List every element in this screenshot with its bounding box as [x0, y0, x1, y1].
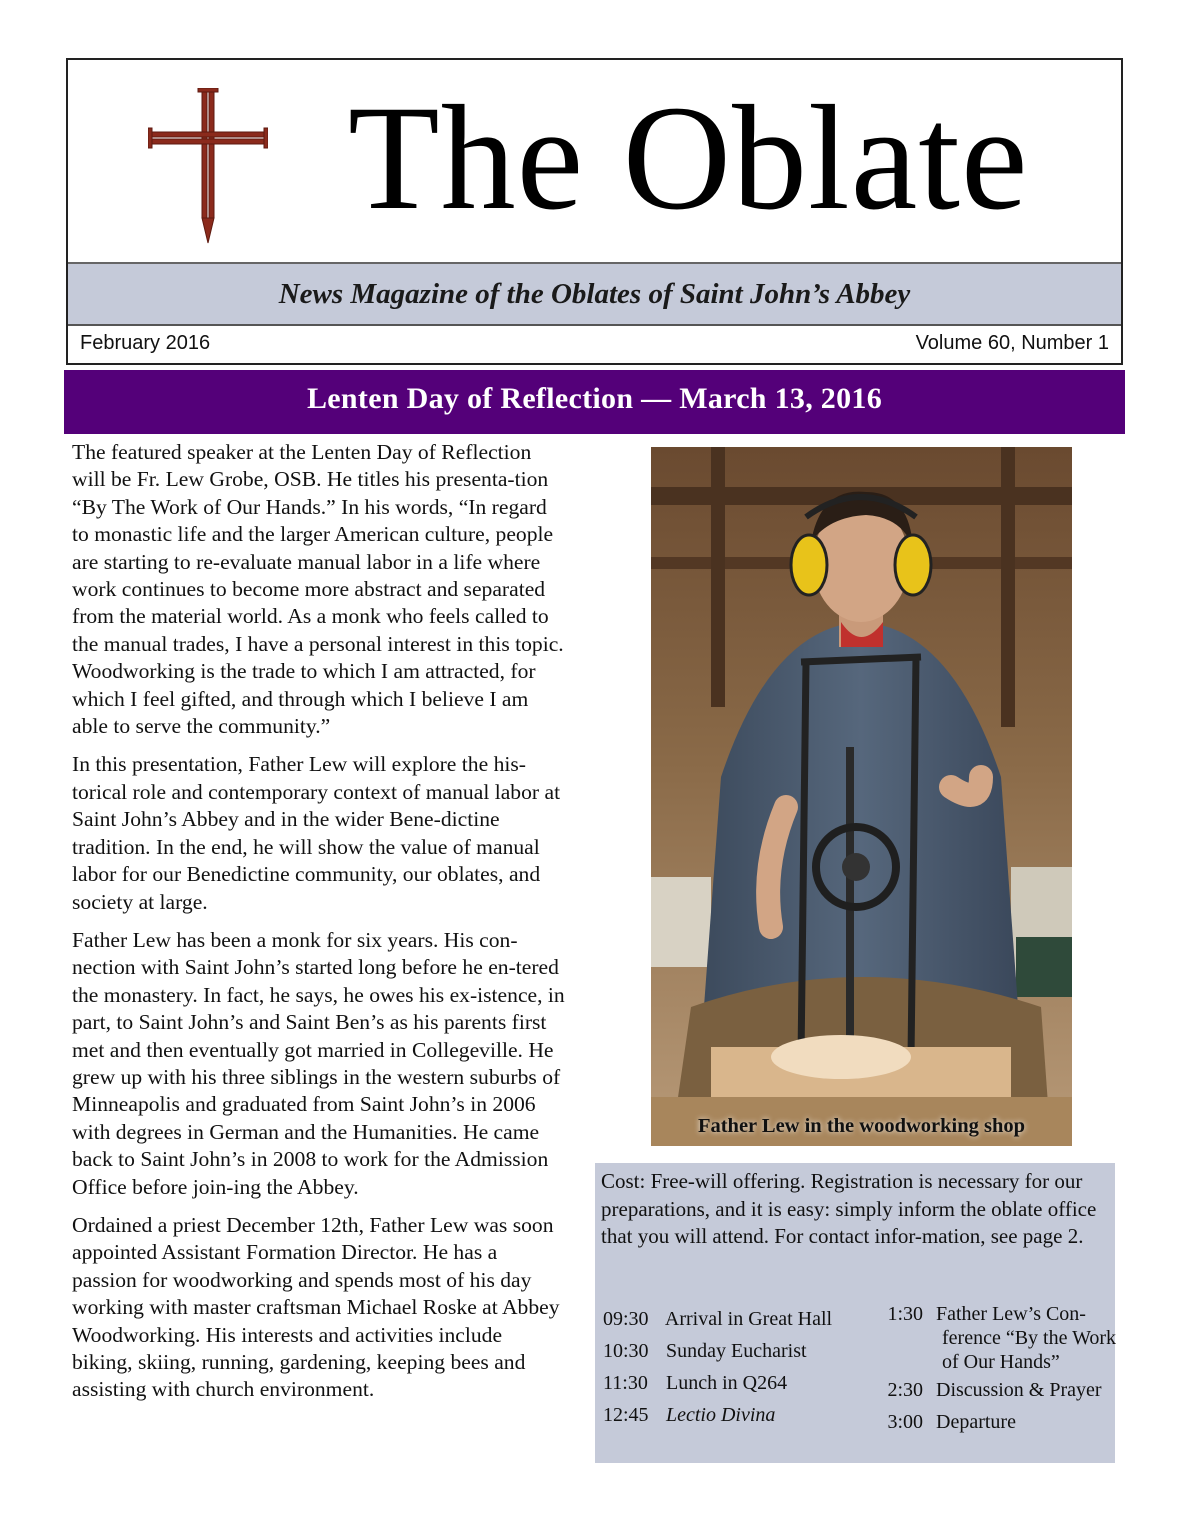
- schedule-event: Lectio Divina: [666, 1404, 776, 1426]
- schedule-item: [865, 1300, 1115, 1374]
- masthead: [66, 58, 1123, 365]
- article-headline: Lenten Day of Reflection — March 13, 2016: [307, 382, 882, 415]
- schedule-item: [865, 1374, 1115, 1406]
- schedule-event-line: Father Lew’s Con-: [936, 1303, 1086, 1325]
- schedule-morning: [603, 1303, 873, 1431]
- schedule-event: [936, 1302, 1116, 1374]
- article-body: [72, 439, 566, 1415]
- schedule-time: 10:30: [603, 1340, 649, 1362]
- schedule-item: [603, 1367, 873, 1399]
- article-paragraph: Ordained a priest December 12th, Father Lew was soon appointed Assistant Formation Director. He has a passion for woodworking and spends most of his day working with master craftsman Michael Roske at Abbey Woodworking. His interests and activities include biking, skiing, running, gardening, keeping bees and assisting with church environment.: [72, 1212, 560, 1402]
- headline-band: [64, 370, 1125, 434]
- article-paragraph: The featured speaker at the Lenten Day of Reflection will be Fr. Lew Grobe, OSB. He titles his presenta-tion “By The Work of Our Hands.” In his words, “In regard to monastic life and the larger American culture, people are starting to re-evaluate manual labor in a life where work continues to become more abstract and separated from the material world. As a monk who feels called to the manual trades, I have a personal interest in this topic. Woodworking is the trade to which I am attracted, for which I feel gifted, and through which I believe I am able to serve the community.”: [72, 440, 564, 739]
- woodworking-photo: [651, 447, 1072, 1146]
- schedule-event: Arrival in Great Hall: [664, 1308, 833, 1330]
- schedule-time: 12:45: [603, 1404, 649, 1426]
- schedule-event-line: ference “By the Work: [942, 1327, 1117, 1349]
- schedule-time: 2:30: [887, 1379, 923, 1401]
- schedule-item: [603, 1303, 873, 1335]
- schedule-item: [603, 1399, 873, 1431]
- schedule-time: 09:30: [603, 1308, 649, 1330]
- schedule-event: Sunday Eucharist: [666, 1340, 807, 1362]
- schedule-afternoon: [865, 1300, 1115, 1438]
- issue-volume: Volume 60, Number 1: [915, 332, 1109, 354]
- masthead-title: The Oblate: [348, 75, 1029, 241]
- schedule-event: Departure: [936, 1411, 1016, 1433]
- registration-info-box: [595, 1163, 1115, 1463]
- schedule-event: Discussion & Prayer: [936, 1379, 1102, 1401]
- article-paragraph: Father Lew has been a monk for six years. His con-nection with Saint John’s started long before he en-tered the monastery. In fact, he says, he owes his ex-istence, in part, to Saint John’s and Saint Ben’s as his parents first met and then eventually got married in Collegeville. He grew up with his three siblings in the western suburbs of Minneapolis and graduated from Saint John’s in 2006 with degrees in German and the Humanities. He came back to Saint John’s in 2008 to work for the Admission Office before join-ing the Abbey.: [72, 927, 565, 1199]
- schedule-time: 11:30: [603, 1372, 648, 1394]
- dateline: [68, 326, 1121, 363]
- issue-date: February 2016: [80, 332, 211, 354]
- schedule-item: [603, 1335, 873, 1367]
- masthead-subtitle: News Magazine of the Oblates of Saint John’s Abbey: [278, 278, 911, 310]
- schedule-time: 1:30: [887, 1303, 923, 1325]
- cross-icon: [148, 88, 268, 244]
- article-paragraph: In this presentation, Father Lew will explore the his-torical role and contemporary context of manual labor at Saint John’s Abbey and in the wider Bene-dictine tradition. In the end, he will show the value of manual labor for our Benedictine community, our oblates, and society at large.: [72, 752, 561, 914]
- schedule-event: Lunch in Q264: [666, 1372, 788, 1394]
- schedule-time: 3:00: [887, 1411, 923, 1433]
- registration-text: Cost: Free-will offering. Registration is necessary for our preparations, and it is easy: simply inform the oblate office that you will attend. For contact infor-mation, see page 2.: [601, 1169, 1097, 1249]
- photo-caption: Father Lew in the woodworking shop: [697, 1115, 1026, 1137]
- subtitle-band: [68, 262, 1121, 326]
- title-area: [68, 60, 1121, 262]
- woodworking-photo-illustration: [651, 447, 1072, 1146]
- schedule-event-line: of Our Hands”: [942, 1351, 1060, 1373]
- schedule-item: [865, 1406, 1115, 1438]
